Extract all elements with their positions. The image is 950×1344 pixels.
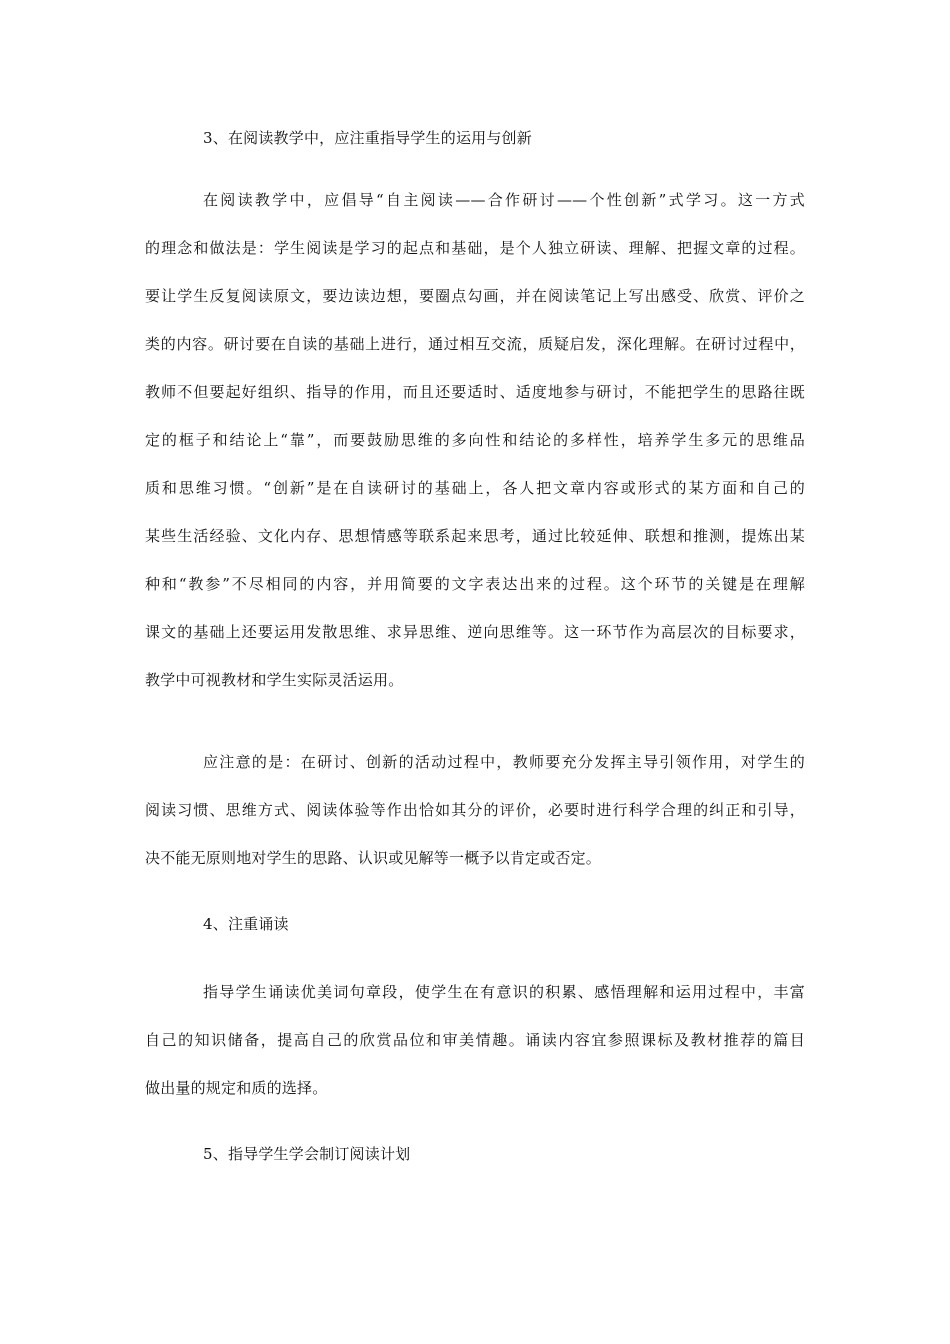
section-heading-3: 3、在阅读教学中，应注重指导学生的运用与创新 (203, 129, 532, 147)
paragraph-line: 种和“教参”不尽相同的内容，并用简要的文字表达出来的过程。这个环节的关键是在理解 (145, 575, 805, 593)
paragraph-line: 教学中可视教材和学生实际灵活运用。 (145, 671, 404, 689)
paragraph-line: 类的内容。研讨要在自读的基础上进行，通过相互交流，质疑启发，深化理解。在研讨过程中， (145, 335, 805, 353)
paragraph-line: 某些生活经验、文化内存、思想情感等联系起来思考，通过比较延伸、联想和推测，提炼出某 (145, 527, 805, 545)
paragraph-line: 做出量的规定和质的选择。 (145, 1079, 328, 1097)
paragraph-line: 质和思维习惯。“创新”是在自读研讨的基础上，各人把文章内容或形式的某方面和自己的 (145, 479, 805, 497)
paragraph-line: 决不能无原则地对学生的思路、认识或见解等一概予以肯定或否定。 (145, 849, 602, 867)
paragraph-line: 课文的基础上还要运用发散思维、求异思维、逆向思维等。这一环节作为高层次的目标要求， (145, 623, 805, 641)
paragraph-line: 指导学生诵读优美词句章段，使学生在有意识的积累、感悟理解和运用过程中，丰富 (203, 983, 805, 1001)
paragraph-line: 应注意的是：在研讨、创新的活动过程中，教师要充分发挥主导引领作用，对学生的 (203, 753, 805, 771)
paragraph-line: 自己的知识储备，提高自己的欣赏品位和审美情趣。诵读内容宜参照课标及教材推荐的篇目 (145, 1031, 805, 1049)
paragraph-line: 阅读习惯、思维方式、阅读体验等作出恰如其分的评价，必要时进行科学合理的纠正和引导， (145, 801, 805, 819)
paragraph-line: 在阅读教学中，应倡导“自主阅读——合作研讨——个性创新”式学习。这一方式 (203, 191, 805, 209)
paragraph-line: 定的框子和结论上“靠”，而要鼓励思维的多向性和结论的多样性，培养学生多元的思维品 (145, 431, 805, 449)
paragraph-line: 的理念和做法是：学生阅读是学习的起点和基础，是个人独立研读、理解、把握文章的过程。 (145, 239, 805, 257)
section-heading-5: 5、指导学生学会制订阅读计划 (203, 1145, 411, 1163)
section-heading-4: 4、注重诵读 (203, 915, 289, 933)
paragraph-line: 要让学生反复阅读原文，要边读边想，要圈点勾画，并在阅读笔记上写出感受、欣赏、评价之 (145, 287, 805, 305)
paragraph-line: 教师不但要起好组织、指导的作用，而且还要适时、适度地参与研讨，不能把学生的思路往既 (145, 383, 805, 401)
